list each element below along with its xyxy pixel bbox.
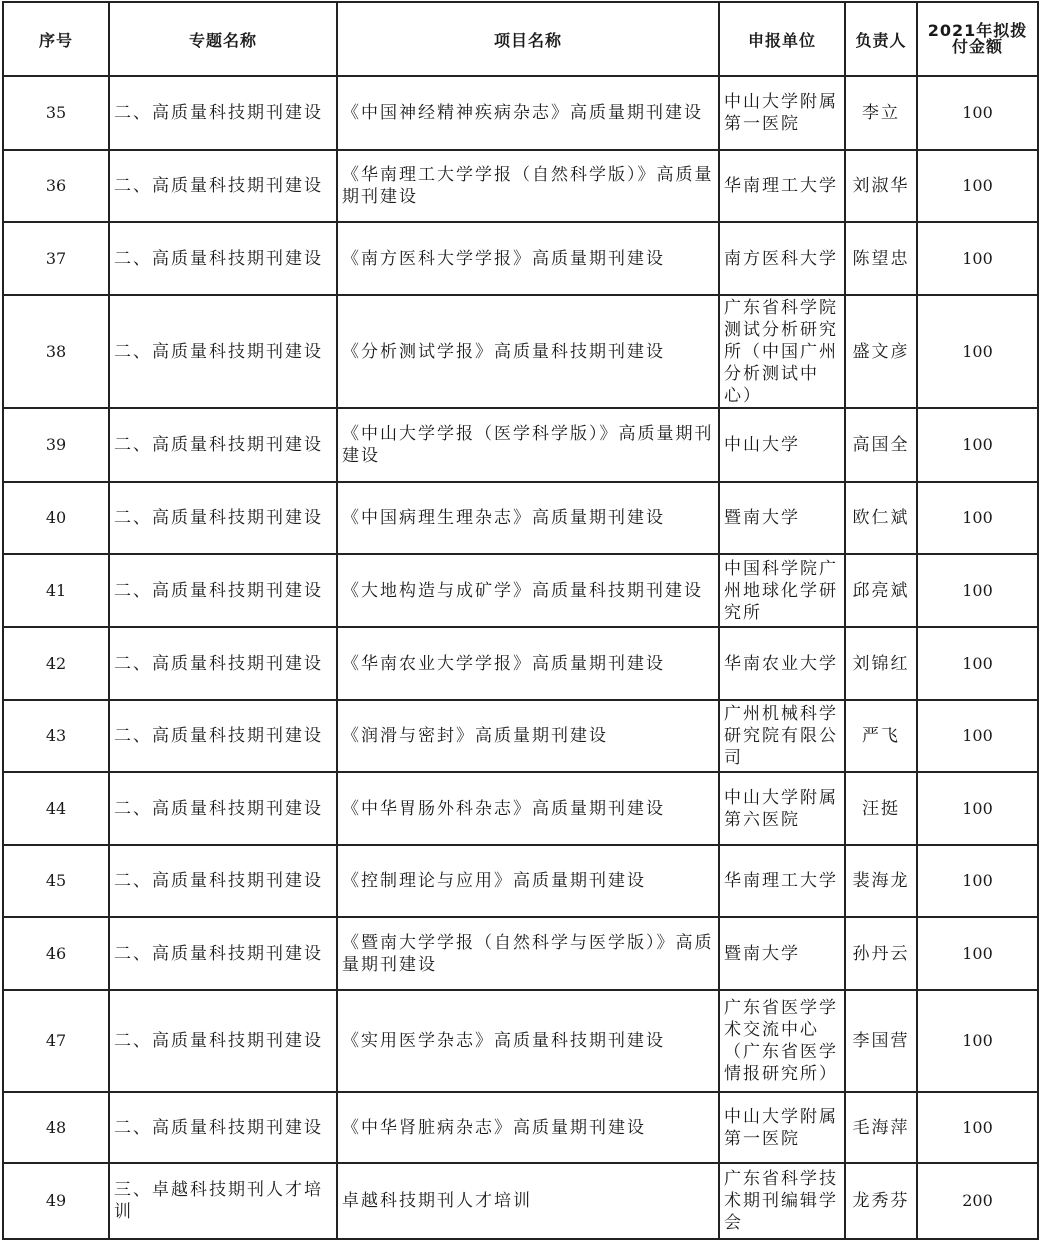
row-amount: 100 <box>917 222 1038 295</box>
row-unit: 中国科学院广州地球化学研究所 <box>719 554 845 627</box>
row-topic: 二、高质量科技期刊建设 <box>109 554 337 627</box>
row-project: 《暨南大学学报（自然科学与医学版）》高质量期刊建设 <box>337 917 719 990</box>
row-unit: 中山大学附属第六医院 <box>719 772 845 845</box>
row-project: 《华南农业大学学报》高质量期刊建设 <box>337 627 719 700</box>
row-topic: 二、高质量科技期刊建设 <box>109 845 337 917</box>
row-project: 《中华肾脏病杂志》高质量期刊建设 <box>337 1092 719 1163</box>
row-person: 严飞 <box>845 700 917 772</box>
row-amount: 100 <box>917 554 1038 627</box>
header-project: 项目名称 <box>337 2 719 76</box>
row-topic: 二、高质量科技期刊建设 <box>109 990 337 1092</box>
row-amount: 100 <box>917 772 1038 845</box>
table-row <box>3 845 1038 917</box>
row-number: 44 <box>3 772 109 845</box>
row-amount: 100 <box>917 295 1038 408</box>
row-number: 36 <box>3 150 109 222</box>
row-project: 卓越科技期刊人才培训 <box>337 1163 719 1239</box>
row-topic: 二、高质量科技期刊建设 <box>109 482 337 554</box>
row-person: 李国营 <box>845 990 917 1092</box>
row-project: 《分析测试学报》高质量科技期刊建设 <box>337 295 719 408</box>
table-row <box>3 482 1038 554</box>
row-project: 《控制理论与应用》高质量期刊建设 <box>337 845 719 917</box>
row-number: 37 <box>3 222 109 295</box>
row-amount: 100 <box>917 627 1038 700</box>
row-topic: 二、高质量科技期刊建设 <box>109 700 337 772</box>
row-person: 高国全 <box>845 408 917 482</box>
row-topic: 二、高质量科技期刊建设 <box>109 1092 337 1163</box>
row-unit: 暨南大学 <box>719 482 845 554</box>
row-amount: 100 <box>917 845 1038 917</box>
table-row <box>3 1163 1038 1239</box>
header-row <box>3 2 1038 76</box>
row-unit: 华南理工大学 <box>719 845 845 917</box>
header-no: 序号 <box>3 2 109 76</box>
row-topic: 二、高质量科技期刊建设 <box>109 772 337 845</box>
row-amount: 100 <box>917 917 1038 990</box>
row-number: 40 <box>3 482 109 554</box>
row-amount: 100 <box>917 700 1038 772</box>
table-row <box>3 295 1038 408</box>
row-project: 《中国神经精神疾病杂志》高质量期刊建设 <box>337 76 719 150</box>
row-person: 毛海萍 <box>845 1092 917 1163</box>
row-project: 《中山大学学报（医学科学版）》高质量期刊建设 <box>337 408 719 482</box>
row-project: 《大地构造与成矿学》高质量科技期刊建设 <box>337 554 719 627</box>
row-topic: 二、高质量科技期刊建设 <box>109 295 337 408</box>
row-topic: 二、高质量科技期刊建设 <box>109 222 337 295</box>
row-person: 李立 <box>845 76 917 150</box>
row-person: 刘锦红 <box>845 627 917 700</box>
row-amount: 100 <box>917 1092 1038 1163</box>
row-topic: 二、高质量科技期刊建设 <box>109 917 337 990</box>
table-row <box>3 76 1038 150</box>
row-amount: 100 <box>917 408 1038 482</box>
row-number: 47 <box>3 990 109 1092</box>
table-row <box>3 917 1038 990</box>
row-number: 42 <box>3 627 109 700</box>
row-topic: 三、卓越科技期刊人才培训 <box>109 1163 337 1239</box>
row-number: 35 <box>3 76 109 150</box>
table-row <box>3 990 1038 1092</box>
row-number: 43 <box>3 700 109 772</box>
table-row <box>3 627 1038 700</box>
row-unit: 中山大学附属第一医院 <box>719 1092 845 1163</box>
row-project: 《实用医学杂志》高质量科技期刊建设 <box>337 990 719 1092</box>
row-person: 孙丹云 <box>845 917 917 990</box>
row-amount: 200 <box>917 1163 1038 1239</box>
row-amount: 100 <box>917 150 1038 222</box>
row-amount: 100 <box>917 482 1038 554</box>
table-row <box>3 408 1038 482</box>
row-unit: 华南理工大学 <box>719 150 845 222</box>
row-unit: 中山大学 <box>719 408 845 482</box>
row-unit: 华南农业大学 <box>719 627 845 700</box>
row-person: 刘淑华 <box>845 150 917 222</box>
row-number: 49 <box>3 1163 109 1239</box>
header-person: 负责人 <box>845 2 917 76</box>
row-unit: 南方医科大学 <box>719 222 845 295</box>
row-project: 《华南理工大学学报（自然科学版）》高质量期刊建设 <box>337 150 719 222</box>
header-topic: 专题名称 <box>109 2 337 76</box>
table-row <box>3 1092 1038 1163</box>
row-person: 盛文彦 <box>845 295 917 408</box>
table-row <box>3 554 1038 627</box>
row-topic: 二、高质量科技期刊建设 <box>109 408 337 482</box>
row-unit: 广东省科学院测试分析研究所（中国广州分析测试中心） <box>719 295 845 408</box>
table-row <box>3 150 1038 222</box>
row-person: 陈望忠 <box>845 222 917 295</box>
row-project: 《中国病理生理杂志》高质量期刊建设 <box>337 482 719 554</box>
row-number: 39 <box>3 408 109 482</box>
row-number: 38 <box>3 295 109 408</box>
row-project: 《中华胃肠外科杂志》高质量期刊建设 <box>337 772 719 845</box>
row-unit: 广州机械科学研究院有限公司 <box>719 700 845 772</box>
row-number: 46 <box>3 917 109 990</box>
row-number: 41 <box>3 554 109 627</box>
row-unit: 广东省科学技术期刊编辑学会 <box>719 1163 845 1239</box>
row-person: 裴海龙 <box>845 845 917 917</box>
row-project: 《南方医科大学学报》高质量期刊建设 <box>337 222 719 295</box>
table-row <box>3 700 1038 772</box>
header-amount: 2021年拟拨付金额 <box>917 2 1038 76</box>
row-topic: 二、高质量科技期刊建设 <box>109 150 337 222</box>
row-topic: 二、高质量科技期刊建设 <box>109 76 337 150</box>
row-person: 龙秀芬 <box>845 1163 917 1239</box>
row-number: 48 <box>3 1092 109 1163</box>
row-person: 邱亮斌 <box>845 554 917 627</box>
table-row <box>3 772 1038 845</box>
row-amount: 100 <box>917 76 1038 150</box>
row-person: 汪挺 <box>845 772 917 845</box>
row-amount: 100 <box>917 990 1038 1092</box>
row-unit: 广东省医学学术交流中心（广东省医学情报研究所） <box>719 990 845 1092</box>
row-unit: 暨南大学 <box>719 917 845 990</box>
funding-table <box>2 1 1039 1240</box>
header-unit: 申报单位 <box>719 2 845 76</box>
row-number: 45 <box>3 845 109 917</box>
row-topic: 二、高质量科技期刊建设 <box>109 627 337 700</box>
row-person: 欧仁斌 <box>845 482 917 554</box>
table-row <box>3 222 1038 295</box>
row-unit: 中山大学附属第一医院 <box>719 76 845 150</box>
row-project: 《润滑与密封》高质量期刊建设 <box>337 700 719 772</box>
